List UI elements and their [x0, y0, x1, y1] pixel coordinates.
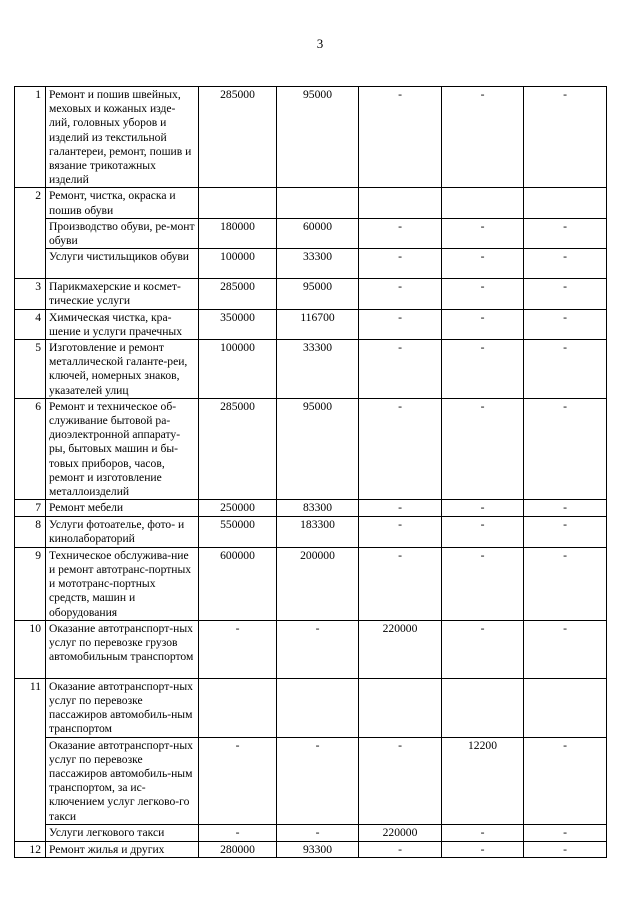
- value-cell: -: [359, 340, 442, 399]
- value-cell: 220000: [359, 824, 442, 841]
- value-cell: 285000: [199, 279, 277, 309]
- table-row: [15, 678, 607, 737]
- table-row: [15, 398, 607, 499]
- value-cell: 350000: [199, 309, 277, 339]
- service-name: Оказание автотранспорт-ных услуг по перевозке пассажиров автомобиль-ным транспортом: [46, 678, 199, 737]
- value-cell: -: [359, 309, 442, 339]
- value-cell: -: [442, 309, 524, 339]
- value-cell: 95000: [277, 279, 359, 309]
- value-cell: -: [524, 841, 607, 857]
- value-cell: -: [442, 398, 524, 499]
- service-name: Изготовление и ремонт металлической галанте-реи, ключей, номерных знаков, указателей улиц: [46, 340, 199, 399]
- row-number: 1: [15, 87, 46, 188]
- table-row: [15, 87, 607, 188]
- service-name: Оказание автотранспорт-ных услуг по перевозке пассажиров автомобиль-ным транспортом, за ис-ключением услуг легково-го такси: [46, 737, 199, 824]
- value-cell: -: [524, 517, 607, 547]
- value-cell: -: [442, 500, 524, 517]
- value-cell: -: [524, 340, 607, 399]
- table-row: [15, 340, 607, 399]
- value-cell: -: [524, 279, 607, 309]
- value-cell: 60000: [277, 218, 359, 248]
- value-cell: 33300: [277, 340, 359, 399]
- row-number: 7: [15, 500, 46, 517]
- value-cell: -: [359, 517, 442, 547]
- row-number: 9: [15, 547, 46, 620]
- row-number: 5: [15, 340, 46, 399]
- value-cell: -: [359, 500, 442, 517]
- service-name: Ремонт мебели: [46, 500, 199, 517]
- page-number: 3: [316, 36, 324, 51]
- value-cell: -: [359, 87, 442, 188]
- service-name: Ремонт и пошив швейных, меховых и кожаных изде-лий, головных уборов и изделий из текстильной галантереи, ремонт, пошив и вязание трикотажных изделий: [46, 87, 199, 188]
- value-cell: -: [277, 824, 359, 841]
- service-name: Химическая чистка, кра-шение и услуги прачечных: [46, 309, 199, 339]
- value-cell: [277, 188, 359, 218]
- value-cell: 95000: [277, 87, 359, 188]
- value-cell: 100000: [199, 249, 277, 279]
- value-cell: -: [359, 398, 442, 499]
- value-cell: 100000: [199, 340, 277, 399]
- value-cell: 600000: [199, 547, 277, 620]
- table-row: [15, 547, 607, 620]
- service-name: Услуги фотоателье, фото- и кинолабораторий: [46, 517, 199, 547]
- row-number: 2: [15, 188, 46, 279]
- value-cell: 33300: [277, 249, 359, 279]
- value-cell: -: [524, 218, 607, 248]
- value-cell: 285000: [199, 87, 277, 188]
- service-name: Парикмахерские и космет-тические услуги: [46, 279, 199, 309]
- value-cell: 183300: [277, 517, 359, 547]
- value-cell: 12200: [442, 737, 524, 824]
- value-cell: 250000: [199, 500, 277, 517]
- value-cell: -: [524, 620, 607, 678]
- value-cell: -: [442, 517, 524, 547]
- value-cell: [277, 678, 359, 737]
- service-name: Производство обуви, ре-монт обуви: [46, 218, 199, 248]
- value-cell: -: [524, 547, 607, 620]
- value-cell: [199, 188, 277, 218]
- value-cell: -: [524, 737, 607, 824]
- value-cell: -: [359, 218, 442, 248]
- value-cell: -: [442, 218, 524, 248]
- value-cell: -: [524, 500, 607, 517]
- value-cell: -: [359, 249, 442, 279]
- value-cell: -: [277, 737, 359, 824]
- value-cell: [359, 188, 442, 218]
- value-cell: -: [199, 620, 277, 678]
- value-cell: -: [524, 87, 607, 188]
- value-cell: -: [524, 249, 607, 279]
- row-number: 8: [15, 517, 46, 547]
- tariff-table: [14, 86, 607, 858]
- service-name: Услуги легкового такси: [46, 824, 199, 841]
- value-cell: -: [442, 824, 524, 841]
- value-cell: -: [199, 737, 277, 824]
- row-number: 6: [15, 398, 46, 499]
- value-cell: 280000: [199, 841, 277, 857]
- service-name: Оказание автотранспорт-ных услуг по перевозке грузов автомобильным транспортом: [46, 620, 199, 678]
- value-cell: -: [359, 279, 442, 309]
- table-row: [15, 309, 607, 339]
- value-cell: -: [442, 620, 524, 678]
- value-cell: -: [199, 824, 277, 841]
- value-cell: 95000: [277, 398, 359, 499]
- row-number: 4: [15, 309, 46, 339]
- value-cell: -: [277, 620, 359, 678]
- value-cell: [442, 678, 524, 737]
- row-number: 12: [15, 841, 46, 857]
- value-cell: -: [524, 824, 607, 841]
- value-cell: 220000: [359, 620, 442, 678]
- service-name: Ремонт и техническое об-служивание бытовой ра-диоэлектронной аппарату-ры, бытовых машин и бы-товых приборов, часов, ремонт и изготовление металлоизделий: [46, 398, 199, 499]
- value-cell: 93300: [277, 841, 359, 857]
- table-row: [15, 841, 607, 857]
- table-row: [15, 500, 607, 517]
- service-name: Ремонт, чистка, окраска и пошив обуви: [46, 188, 199, 218]
- table-row: [15, 188, 607, 218]
- value-cell: -: [442, 841, 524, 857]
- table-row: [15, 517, 607, 547]
- table-row: [15, 249, 607, 279]
- value-cell: -: [442, 340, 524, 399]
- table-row: [15, 824, 607, 841]
- value-cell: 200000: [277, 547, 359, 620]
- value-cell: -: [359, 737, 442, 824]
- value-cell: -: [524, 398, 607, 499]
- value-cell: [524, 188, 607, 218]
- value-cell: 116700: [277, 309, 359, 339]
- service-name: Техническое обслужива-ние и ремонт автотранс-портных и мототранс-портных средств, машин и оборудования: [46, 547, 199, 620]
- value-cell: 285000: [199, 398, 277, 499]
- value-cell: 550000: [199, 517, 277, 547]
- row-number: 11: [15, 678, 46, 841]
- value-cell: [442, 188, 524, 218]
- value-cell: -: [442, 249, 524, 279]
- value-cell: [199, 678, 277, 737]
- value-cell: 180000: [199, 218, 277, 248]
- value-cell: -: [359, 547, 442, 620]
- service-name: Ремонт жилья и других: [46, 841, 199, 857]
- value-cell: -: [524, 309, 607, 339]
- row-number: 3: [15, 279, 46, 309]
- value-cell: -: [442, 87, 524, 188]
- value-cell: [359, 678, 442, 737]
- value-cell: -: [359, 841, 442, 857]
- value-cell: -: [442, 547, 524, 620]
- table-row: [15, 218, 607, 248]
- value-cell: 83300: [277, 500, 359, 517]
- value-cell: -: [442, 279, 524, 309]
- service-name: Услуги чистильщиков обуви: [46, 249, 199, 279]
- row-number: 10: [15, 620, 46, 678]
- table-row: [15, 737, 607, 824]
- table-row: [15, 620, 607, 678]
- table-row: [15, 279, 607, 309]
- value-cell: [524, 678, 607, 737]
